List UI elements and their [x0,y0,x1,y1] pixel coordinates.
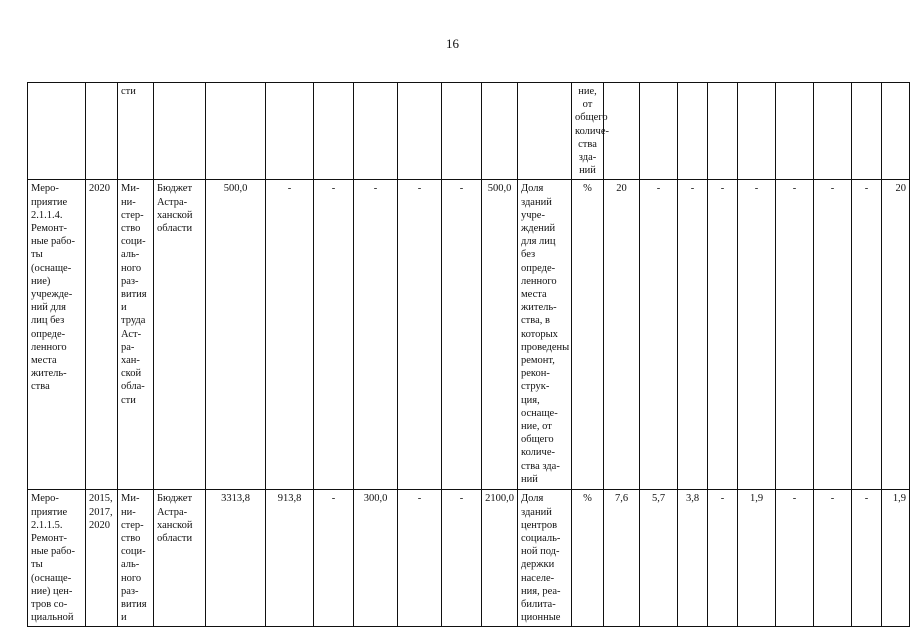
cell-ind-2 [640,83,678,180]
cell-2019: - [442,490,482,627]
cell-total: 3313,8 [206,490,266,627]
cell-ind-5: - [738,180,776,490]
cell-ind-8: - [852,490,882,627]
cell-indicator: Доля зданий центров социаль- ной под- держки населе- ния, реа- билита- ционные [518,490,572,627]
cell-source [154,83,206,180]
cell-2019 [442,83,482,180]
cell-ind-last [882,83,910,180]
cell-unit: % [572,490,604,627]
cell-total [206,83,266,180]
cell-total: 500,0 [206,180,266,490]
cell-ind-6: - [776,490,814,627]
cell-ind-8: - [852,180,882,490]
table-row [28,180,910,490]
cell-ind-last: 20 [882,180,910,490]
cell-ind-3: - [678,180,708,490]
cell-unit: % [572,180,604,490]
cell-2018: - [398,180,442,490]
cell-ind-4 [708,83,738,180]
cell-executor: Ми- ни- стер- ство соци- аль- ного раз- вития и [118,490,154,627]
cell-2018 [398,83,442,180]
cell-ind-base: 20 [604,180,640,490]
cell-ind-7: - [814,180,852,490]
cell-ind-2: 5,7 [640,490,678,627]
cell-ind-6 [776,83,814,180]
cell-indicator: Доля зданий учре- ждений для лиц без опреде- ленного места житель- ства, в которых проведены ремонт, рекон- струк- ция, оснаще- ние, от общего количе- ства зда- ний [518,180,572,490]
cell-ind-6: - [776,180,814,490]
table-row [28,83,910,180]
cell-source: Бюджет Астра- ханской области [154,490,206,627]
cell-ind-7 [814,83,852,180]
cell-indicator [518,83,572,180]
cell-2015: 913,8 [266,490,314,627]
cell-2016 [314,83,354,180]
cell-2020: 2100,0 [482,490,518,627]
cell-years [86,83,118,180]
cell-ind-3: 3,8 [678,490,708,627]
program-table [27,82,910,627]
page-number: 16 [446,36,459,51]
table-row [28,490,910,627]
cell-ind-8 [852,83,882,180]
cell-ind-5 [738,83,776,180]
cell-ind-5: 1,9 [738,490,776,627]
cell-2017: 300,0 [354,490,398,627]
cell-2017 [354,83,398,180]
cell-2020: 500,0 [482,180,518,490]
cell-2019: - [442,180,482,490]
cell-2015: - [266,180,314,490]
cell-ind-7: - [814,490,852,627]
cell-ind-3 [678,83,708,180]
cell-source: Бюджет Астра- ханской области [154,180,206,490]
cell-ind-last: 1,9 [882,490,910,627]
cell-2018: - [398,490,442,627]
cell-ind-2: - [640,180,678,490]
cell-name [28,83,86,180]
cell-ind-base: 7,6 [604,490,640,627]
cell-2016: - [314,180,354,490]
cell-ind-4: - [708,490,738,627]
cell-executor: Ми- ни- стер- ство соци- аль- ного раз- вития и труда Аст- ра- хан- ской обла- сти [118,180,154,490]
cell-years: 2015, 2017, 2020 [86,490,118,627]
cell-2016: - [314,490,354,627]
cell-ind-4: - [708,180,738,490]
cell-name: Меро- приятие 2.1.1.4. Ремонт- ные рабо- ты (оснаще- ние) учрежде- ний для лиц без опреде- ленного места житель- ства [28,180,86,490]
cell-unit: ние, от общего количе- ства зда- ний [572,83,604,180]
cell-2020 [482,83,518,180]
cell-years: 2020 [86,180,118,490]
cell-name: Меро- приятие 2.1.1.5. Ремонт- ные рабо- ты (оснаще- ние) цен- тров со- циальной [28,490,86,627]
cell-executor: сти [118,83,154,180]
cell-2017: - [354,180,398,490]
cell-2015 [266,83,314,180]
